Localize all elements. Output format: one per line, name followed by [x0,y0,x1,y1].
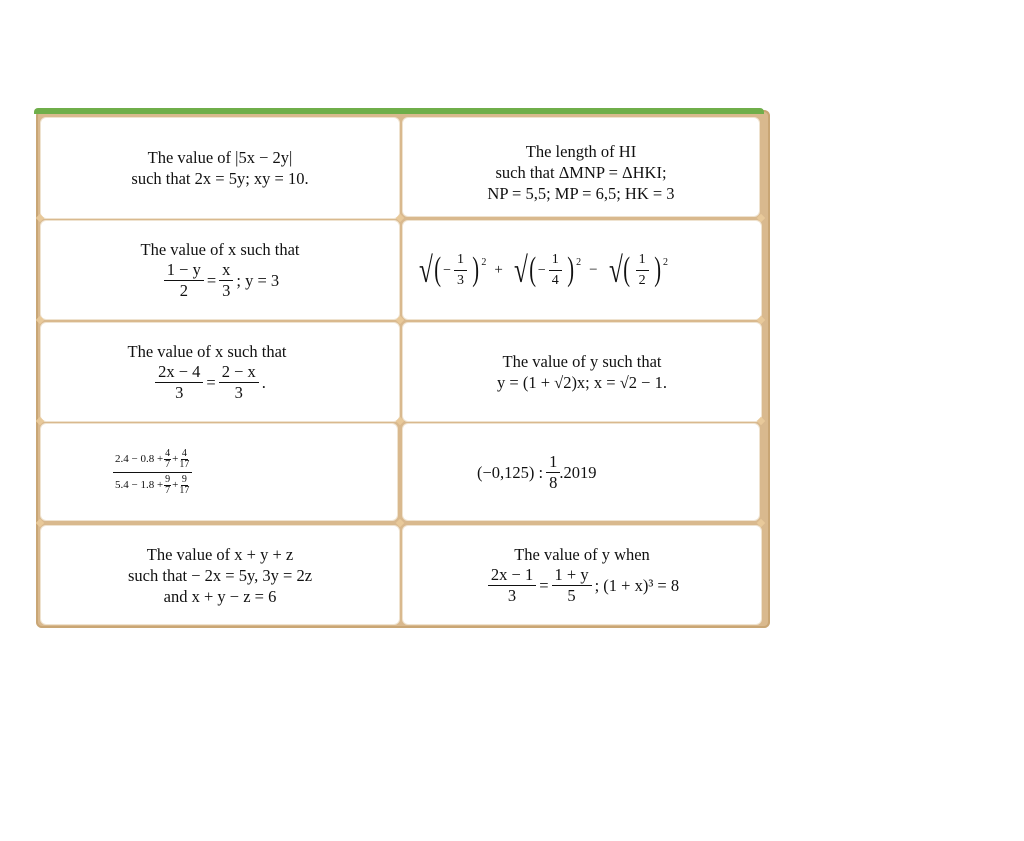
card-abs-value[interactable] [40,117,400,219]
fraction [164,449,171,470]
paren-left: ( [528,251,536,288]
numerator: 1 [546,452,560,473]
denominator: 17 [179,484,190,496]
equation [152,362,266,403]
paren-right: ) [567,251,574,288]
card-line: such that ΔMNP = ΔHKI; [495,162,667,182]
equals-sign: = [206,271,217,290]
card-line: The value of x such that [140,240,300,259]
radical-icon: √ [418,250,433,290]
numerator: x [219,260,233,281]
expression [477,452,597,493]
sqrt-expression [414,250,670,291]
paren-left: ( [623,251,631,288]
numerator: 4 [181,447,187,459]
complex-fraction [113,449,192,496]
card-value-x-1[interactable] [40,220,400,320]
equation-tail: ; y = 3 [236,271,280,290]
sign: − [537,262,546,278]
numerator: 1 [454,250,467,271]
fraction [454,250,467,291]
card-line: such that − 2x = 5y, 3y = 2z [127,565,313,585]
term: 2.4 − 0.8 + [115,452,164,465]
equation [161,260,279,301]
equation-tail: ; (1 + x)³ = 8 [594,576,680,595]
board-top-edge [34,108,764,114]
equation [485,565,679,606]
exponent: 2 [576,256,582,268]
sqrt-term [511,250,581,291]
numerator: 9 [165,473,171,485]
denominator: 3 [175,383,184,402]
denominator: 5 [567,586,576,605]
complex-denominator [113,473,192,496]
term: .2019 [559,462,597,482]
fraction [549,250,562,291]
fraction [164,260,204,301]
equals-sign: = [206,373,216,392]
fraction [155,362,203,403]
plus-sign: + [172,478,179,491]
sign: − [443,262,451,278]
paren-right: ) [653,251,661,288]
card-line: and x + y − z = 6 [163,586,277,606]
card-value-sum[interactable] [40,525,400,625]
numerator: 2 − x [219,362,259,383]
sqrt-term [606,250,668,291]
card-value-y-2[interactable] [402,525,762,625]
fraction [488,565,536,606]
denominator: 2 [638,272,646,288]
sqrt-term [416,250,486,291]
denominator: 4 [551,272,559,288]
term: (−0,125) : [477,462,544,482]
card-line: such that 2x = 5y; xy = 10. [131,169,309,188]
radical-icon: √ [513,250,528,290]
card-division-expression[interactable] [402,423,760,521]
fraction [636,250,649,291]
plus-sign: + [172,452,179,465]
paren-left: ( [434,251,441,288]
fraction [219,362,259,403]
minus-sign: − [589,261,598,278]
numerator: 9 [181,473,187,485]
denominator: 3 [456,272,464,288]
numerator: 1 − y [164,260,204,281]
denominator: 3 [507,586,517,605]
fraction [179,475,189,496]
card-line: The value of |5x − 2y| [147,148,293,167]
exponent: 2 [663,256,668,268]
card-value-y-1[interactable] [402,322,762,422]
card-value-x-2[interactable] [40,322,400,422]
card-sqrt-expression[interactable] [402,220,762,320]
numerator: 2x − 1 [488,565,536,586]
fraction [219,260,233,301]
denominator: 3 [234,383,243,402]
denominator: 17 [179,458,190,470]
card-line: The value of x such that [127,342,287,361]
complex-numerator [113,449,192,473]
card-line: The value of y such that [502,352,662,371]
denominator: 7 [165,484,171,496]
denominator: 7 [165,458,171,470]
radical-icon: √ [608,250,623,290]
fraction [546,452,560,493]
equation-tail: . [261,373,266,392]
fraction [164,475,171,496]
paren-right: ) [472,251,480,288]
fraction [552,565,592,606]
equals-sign: = [539,576,549,595]
term: 5.4 − 1.8 + [115,478,164,491]
card-line: The length of HI [525,141,637,161]
numerator: 2x − 4 [155,362,203,383]
exponent: 2 [481,256,487,268]
card-line: The value of y when [514,545,650,564]
card-length-hi[interactable] [402,117,760,217]
plus-sign: + [494,261,503,278]
card-complex-fraction[interactable] [40,423,398,521]
card-line: y = (1 + √2)x; x = √2 − 1. [497,373,667,392]
denominator: 8 [549,472,558,492]
numerator: 1 + y [552,565,592,586]
numerator: 1 [636,250,649,271]
numerator: 4 [165,447,171,459]
card-line: The value of x + y + z [146,544,294,564]
fraction [179,449,189,470]
numerator: 1 [549,250,562,271]
denominator: 2 [179,281,188,300]
denominator: 3 [222,281,231,300]
card-line: NP = 5,5; MP = 6,5; HK = 3 [487,183,675,203]
